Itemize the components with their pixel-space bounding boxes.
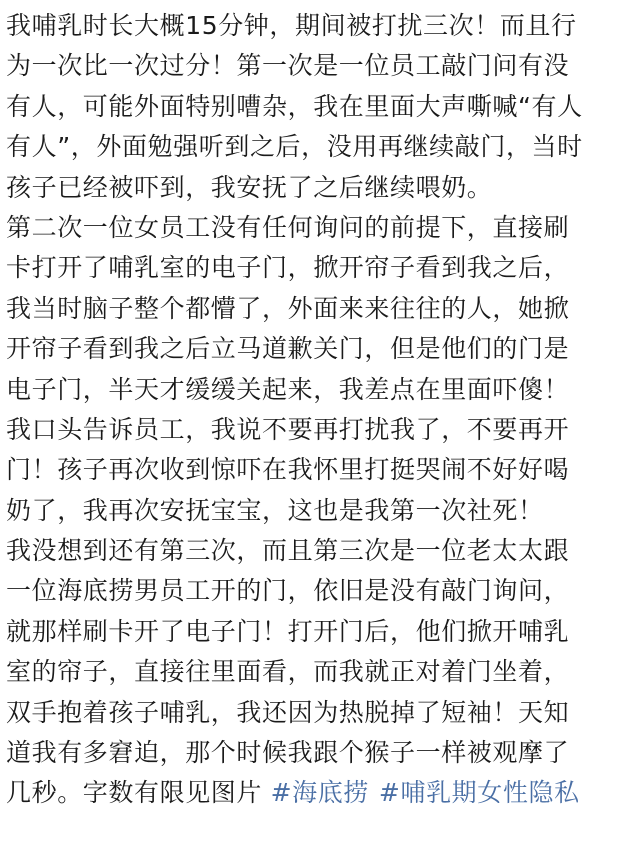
post-text-line: 卡打开了哺乳室的电子门，掀开帘子看到我之后， bbox=[6, 253, 570, 283]
post-text-line: 就那样刷卡开了电子门！打开门后，他们掀开哺乳 bbox=[6, 616, 570, 646]
post-text-line: 室的帘子，直接往里面看，而我就正对着门坐着， bbox=[6, 657, 570, 687]
post-text-line: 我当时脑子整个都懵了，外面来来往往的人，她掀 bbox=[6, 293, 570, 323]
post-text-line: 门！孩子再次收到惊吓在我怀里打挺哭闹不好好喝 bbox=[6, 455, 570, 485]
post-text-line: 开帘子看到我之后立马道歉关门，但是他们的门是 bbox=[6, 334, 570, 364]
post-text-line: 孩子已经被吓到，我安抚了之后继续喂奶。 bbox=[6, 172, 493, 202]
post-text-line: 奶了，我再次安抚宝宝，这也是我第一次社死！ bbox=[6, 495, 544, 525]
post-text-line: 一位海底捞男员工开的门，依旧是没有敲门询问， bbox=[6, 576, 570, 606]
post-text-line: 有人”，外面勉强听到之后，没用再继续敲门，当时 bbox=[6, 132, 583, 162]
post-text-line: 我哺乳时长大概15分钟，期间被打扰三次！而且行 bbox=[6, 11, 577, 40]
post-text-line: 双手抱着孩子哺乳，我还因为热脱掉了短袖！天知 bbox=[6, 697, 570, 727]
post-text-line: 为一次比一次过分！第一次是一位员工敲门问有没 bbox=[6, 51, 570, 81]
post-text-line: 有人，可能外面特别嘈杂，我在里面大声嘶喊“有人 bbox=[6, 91, 583, 121]
post-text-line: 第二次一位女员工没有任何询问的前提下，直接刷 bbox=[6, 212, 570, 242]
hashtag-link-haidilao[interactable]: #海底捞 bbox=[270, 778, 369, 808]
post-text-tail: 几秒。字数有限见图片 bbox=[6, 778, 271, 808]
post-text-line: 我口头告诉员工，我说不要再打扰我了，不要再开 bbox=[6, 414, 570, 444]
post-text-line: 我没想到还有第三次，而且第三次是一位老太太跟 bbox=[6, 536, 570, 566]
hashtag-link-breastfeeding-privacy[interactable]: #哺乳期女性隐私 bbox=[378, 778, 580, 808]
post-last-line bbox=[6, 773, 626, 813]
post-text-line: 电子门，半天才缓缓关起来，我差点在里面吓傻！ bbox=[6, 374, 570, 404]
post-text-line: 道我有多窘迫，那个时候我跟个猴子一样被观摩了 bbox=[6, 738, 570, 768]
